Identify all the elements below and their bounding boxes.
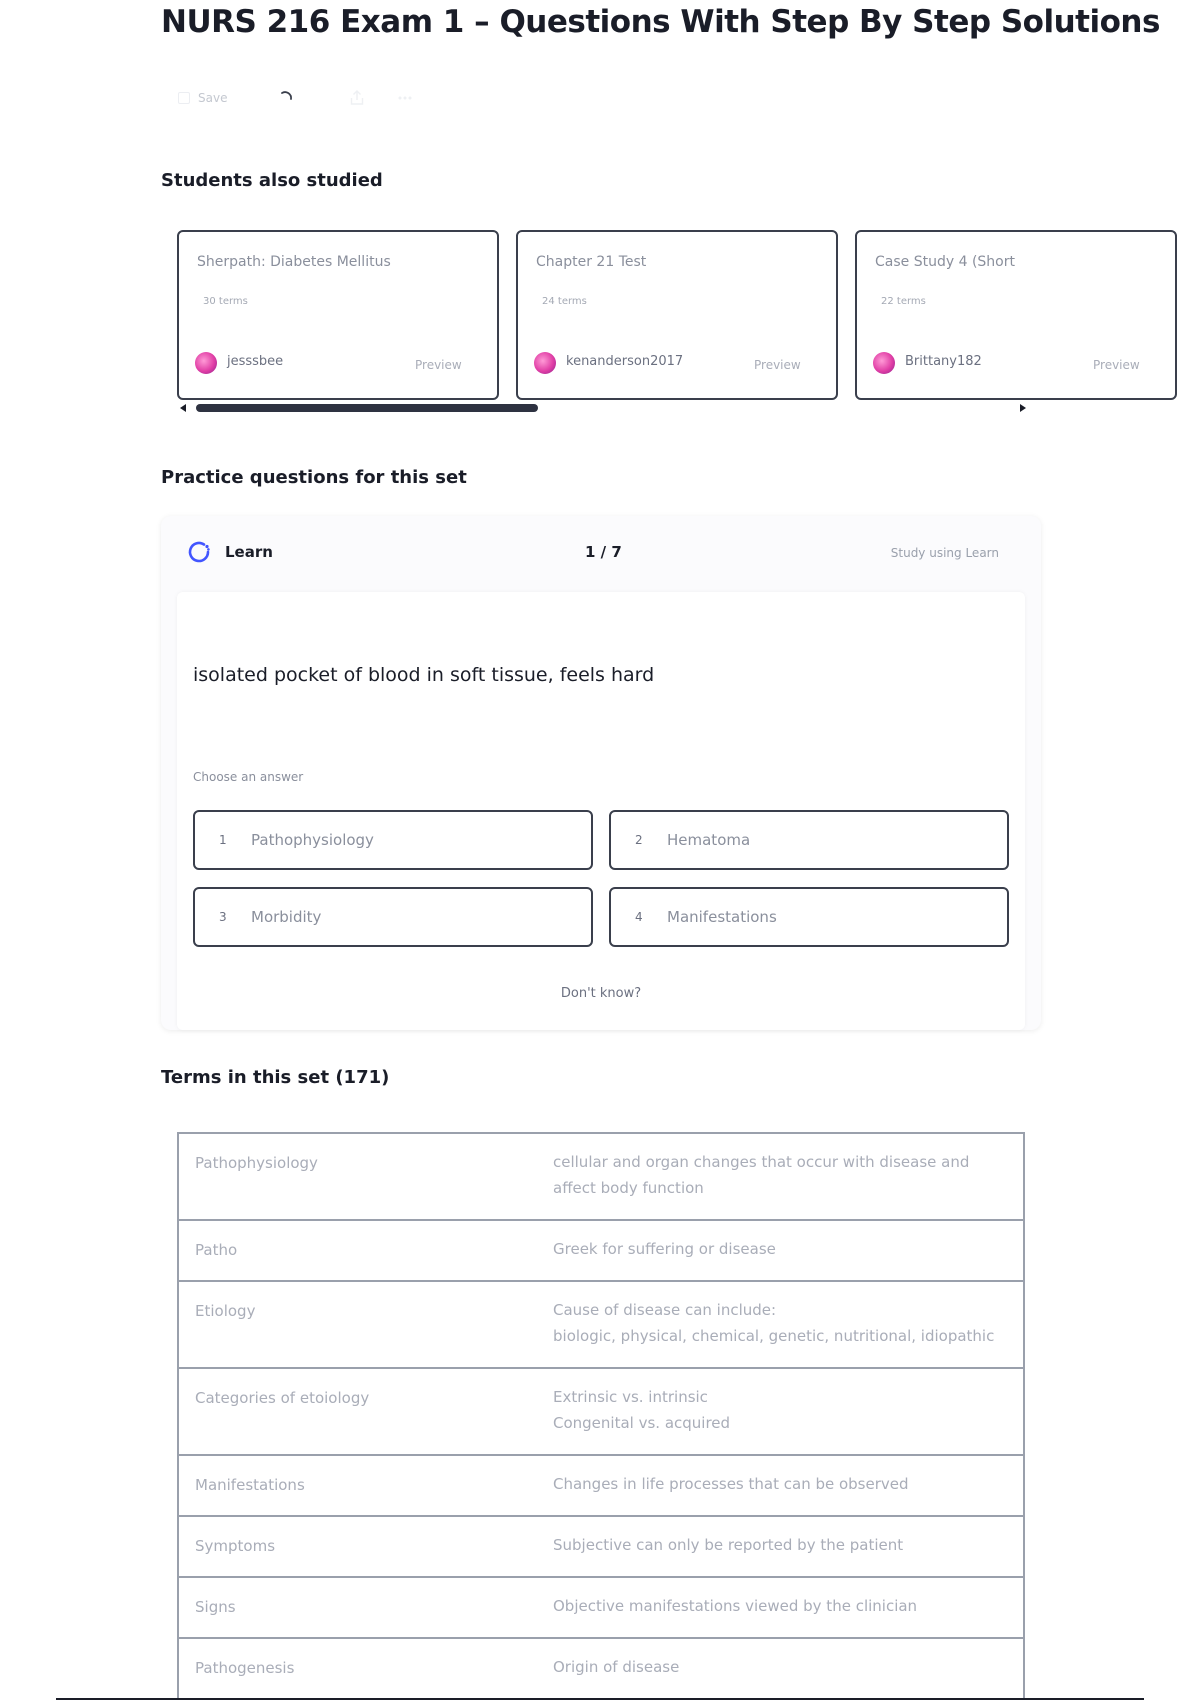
card-username[interactable]: jesssbee xyxy=(227,354,284,369)
save-label: Save xyxy=(198,91,228,105)
learn-label: Learn xyxy=(225,543,273,561)
card-username[interactable]: Brittany182 xyxy=(905,354,982,369)
term-cell: Patho xyxy=(195,1241,238,1259)
term-cell: Categories of etoiology xyxy=(195,1389,370,1407)
card-title: Case Study 4 (Short xyxy=(875,254,1015,270)
card-title: Sherpath: Diabetes Mellitus xyxy=(197,254,391,270)
learn-mode-icon xyxy=(187,540,211,564)
card-preview-button[interactable]: Preview xyxy=(1093,358,1140,372)
term-cell: Signs xyxy=(195,1598,236,1616)
answer-number: 4 xyxy=(635,910,643,924)
save-button[interactable] xyxy=(178,91,258,105)
toolbar xyxy=(178,84,414,112)
definition-cell: Cause of disease can include: biologic, physical, chemical, genetic, nutritional, idiopathic xyxy=(553,1301,995,1345)
study-set-card[interactable] xyxy=(516,230,838,400)
table-row xyxy=(179,1282,1023,1369)
definition-cell: Origin of disease xyxy=(553,1658,680,1676)
definition-cell: Extrinsic vs. intrinsic Congenital vs. acquired xyxy=(553,1388,731,1432)
card-terms-count: 24 terms xyxy=(542,296,587,307)
card-username[interactable]: kenanderson2017 xyxy=(566,354,684,369)
term-cell: Symptoms xyxy=(195,1537,276,1555)
avatar xyxy=(534,352,556,374)
dont-know-button[interactable]: Don't know? xyxy=(560,986,642,1001)
carousel-scrollbar[interactable] xyxy=(180,402,1026,414)
question-progress: 1 / 7 xyxy=(585,543,622,561)
avatar xyxy=(195,352,217,374)
terms-heading: Terms in this set (171) xyxy=(161,1067,390,1088)
question-prompt: isolated pocket of blood in soft tissue, feels hard xyxy=(193,664,655,686)
page-title: NURS 216 Exam 1 – Questions With Step By Step Solutions xyxy=(161,4,1160,40)
table-row xyxy=(179,1134,1023,1221)
answer-text: Pathophysiology xyxy=(251,831,374,849)
study-set-card[interactable] xyxy=(855,230,1177,400)
question-panel xyxy=(177,592,1025,1030)
term-cell: Pathogenesis xyxy=(195,1659,295,1677)
answer-number: 1 xyxy=(219,833,227,847)
share-icon[interactable] xyxy=(348,89,366,107)
card-terms-count: 22 terms xyxy=(881,296,926,307)
answer-option[interactable] xyxy=(193,810,593,870)
more-icon[interactable] xyxy=(396,89,414,107)
definition-cell: Greek for suffering or disease xyxy=(553,1240,776,1258)
definition-cell: Subjective can only be reported by the patient xyxy=(553,1536,904,1554)
answer-text: Manifestations xyxy=(667,908,777,926)
term-cell: Etiology xyxy=(195,1302,256,1320)
study-using-learn-link[interactable]: Study using Learn xyxy=(890,546,999,560)
answer-option[interactable] xyxy=(193,887,593,947)
definition-cell: cellular and organ changes that occur with disease and affect body function xyxy=(553,1153,970,1197)
terms-table xyxy=(177,1132,1025,1700)
answer-text: Hematoma xyxy=(667,831,751,849)
answer-number: 2 xyxy=(635,833,643,847)
answer-option[interactable] xyxy=(609,887,1009,947)
practice-questions-heading: Practice questions for this set xyxy=(161,467,467,488)
card-preview-button[interactable]: Preview xyxy=(754,358,801,372)
students-also-studied-heading: Students also studied xyxy=(161,170,383,191)
table-row xyxy=(179,1639,1023,1700)
term-cell: Pathophysiology xyxy=(195,1154,318,1172)
table-row xyxy=(179,1578,1023,1639)
bookmark-icon xyxy=(178,92,190,104)
practice-questions-card xyxy=(161,516,1041,1030)
loading-spinner-icon xyxy=(278,90,294,106)
study-set-card[interactable] xyxy=(177,230,499,400)
answer-option[interactable] xyxy=(609,810,1009,870)
study-set-carousel xyxy=(177,230,1140,400)
definition-cell: Changes in life processes that can be observed xyxy=(553,1475,909,1493)
card-title: Chapter 21 Test xyxy=(536,254,647,270)
scroll-right-arrow-icon[interactable] xyxy=(1020,404,1026,412)
table-row xyxy=(179,1369,1023,1456)
scroll-left-arrow-icon[interactable] xyxy=(180,404,186,412)
scrollbar-thumb[interactable] xyxy=(196,404,538,412)
definition-cell: Objective manifestations viewed by the clinician xyxy=(553,1597,918,1615)
answer-number: 3 xyxy=(219,910,227,924)
term-cell: Manifestations xyxy=(195,1476,305,1494)
table-row xyxy=(179,1221,1023,1282)
choose-answer-label: Choose an answer xyxy=(193,770,304,784)
card-terms-count: 30 terms xyxy=(203,296,248,307)
avatar xyxy=(873,352,895,374)
learn-header xyxy=(161,516,1041,588)
table-row xyxy=(179,1517,1023,1578)
card-preview-button[interactable]: Preview xyxy=(415,358,462,372)
answer-text: Morbidity xyxy=(251,908,322,926)
table-row xyxy=(179,1456,1023,1517)
